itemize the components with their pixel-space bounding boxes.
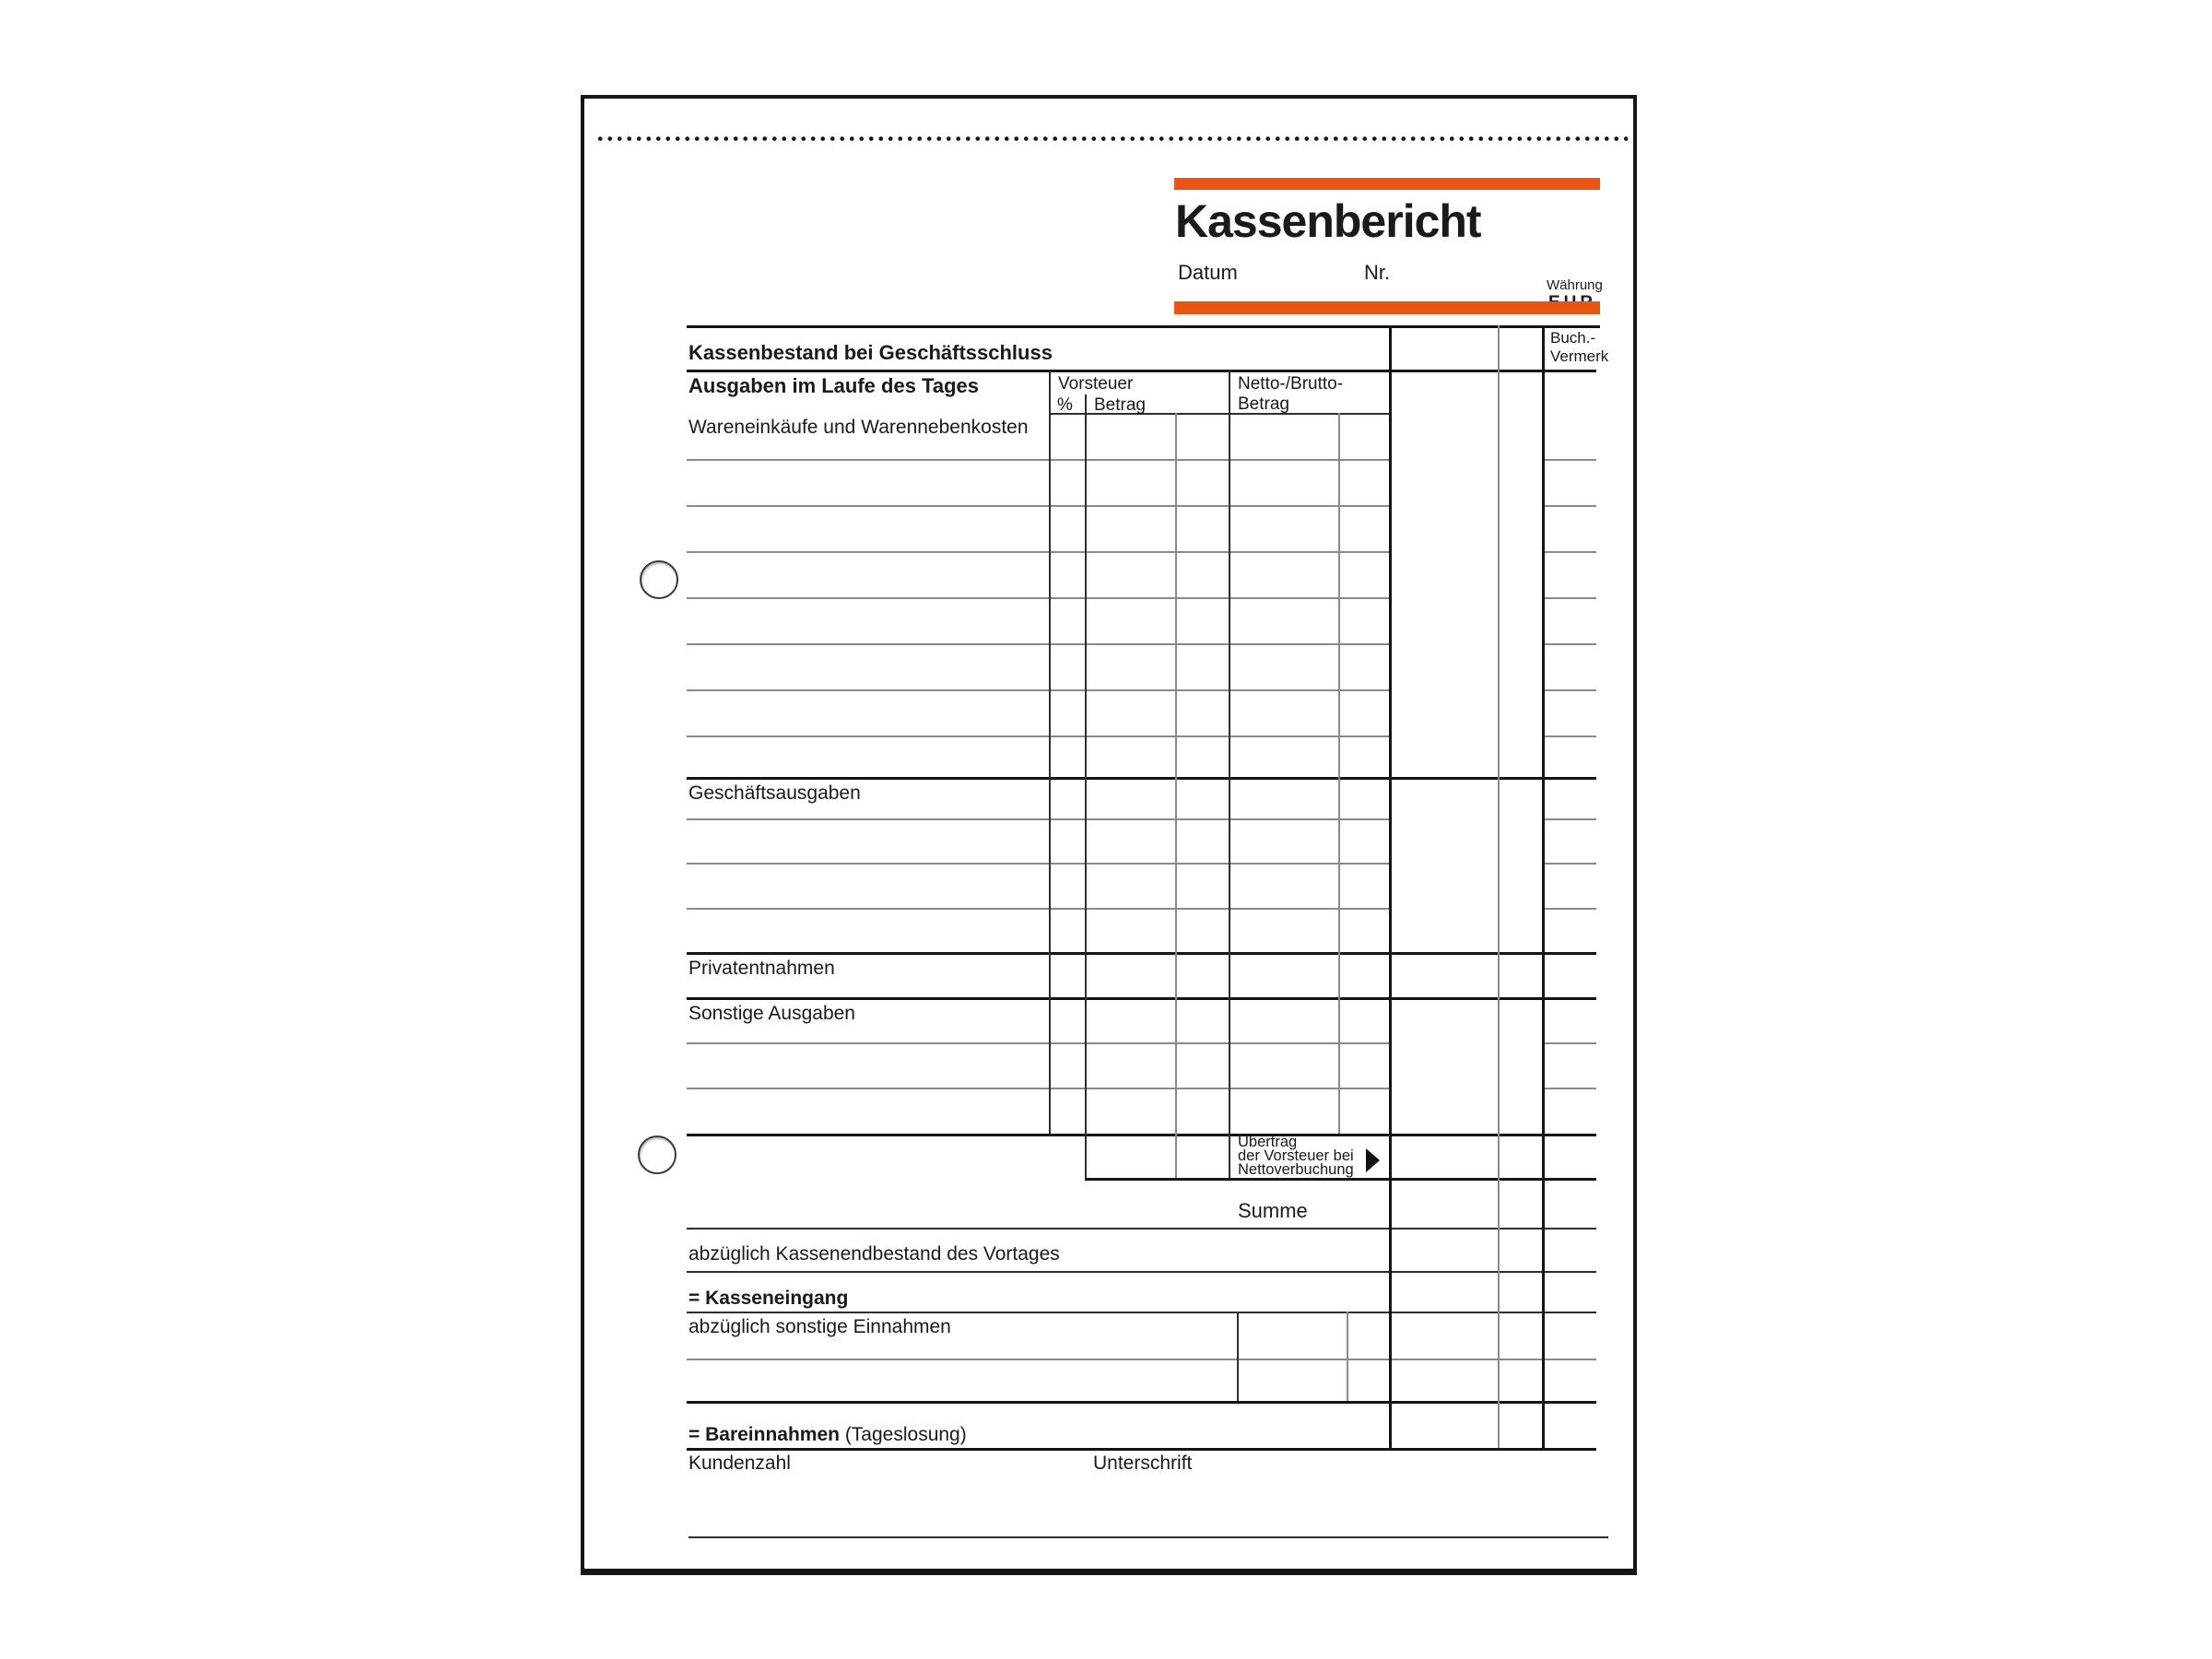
row-customer-count: Kundenzahl	[688, 1453, 791, 1474]
accent-bar-top	[1174, 178, 1600, 190]
grid-hline	[1085, 1178, 1596, 1181]
grid-vline	[1085, 394, 1087, 1178]
row-less-other-income: abzüglich sonstige Einnahmen	[688, 1316, 951, 1337]
grid-hline	[687, 952, 1596, 955]
grid-vline	[1542, 325, 1545, 1448]
grid-hline	[1544, 818, 1596, 820]
grid-hline	[687, 1448, 1596, 1451]
grid-hline	[1544, 735, 1596, 737]
grid-hline	[687, 908, 1389, 910]
grid-hline	[687, 1228, 1596, 1230]
grid-hline	[687, 325, 1600, 328]
grid-hline	[1544, 597, 1596, 599]
carryover-arrow-icon	[1366, 1148, 1380, 1172]
cash-revenue-suffix: (Tageslosung)	[839, 1424, 967, 1445]
grid-hline	[687, 689, 1389, 691]
grid-hline	[688, 1536, 1608, 1538]
row-cash-revenue	[688, 1424, 967, 1446]
perforation-dotted-line	[595, 135, 1628, 142]
col-input-tax-percent: %	[1057, 395, 1073, 415]
grid-vline	[1338, 413, 1340, 1134]
paper-sheet	[581, 95, 1637, 1575]
grid-vline	[1229, 370, 1230, 1178]
row-business-expenses: Geschäftsausgaben	[688, 782, 861, 804]
carryover-line2: der Vorsteuer bei	[1238, 1147, 1354, 1164]
row-cash-intake: = Kasseneingang	[688, 1288, 849, 1309]
grid-hline	[1544, 863, 1596, 865]
grid-hline	[687, 1312, 1596, 1313]
grid-hline	[687, 1042, 1389, 1044]
grid-vline	[1049, 370, 1051, 1134]
booking-note-header	[1550, 329, 1609, 365]
signature-label: Unterschrift	[1093, 1453, 1193, 1474]
punch-hole-top	[640, 560, 678, 599]
col-net-gross	[1238, 374, 1385, 415]
date-label: Datum	[1178, 261, 1238, 284]
grid-hline	[687, 551, 1389, 553]
grid-hline	[687, 1134, 1596, 1136]
cash-revenue-label: = Bareinnahmen	[688, 1424, 840, 1445]
accent-bar-bottom	[1174, 301, 1600, 314]
grid-hline	[687, 863, 1389, 865]
grid-hline	[687, 459, 1389, 461]
grid-hline	[687, 643, 1389, 645]
punch-hole-bottom	[638, 1135, 677, 1174]
grid-hline	[687, 1359, 1596, 1360]
section-expenses-heading: Ausgaben im Laufe des Tages	[688, 374, 980, 397]
form-title: Kassenbericht	[1175, 195, 1481, 247]
grid-hline	[1544, 1042, 1596, 1044]
row-less-previous-balance: abzüglich Kassenendbestand des Vortages	[688, 1243, 1060, 1265]
grid-hline	[687, 1401, 1596, 1404]
carryover-line1: Übertrag	[1238, 1134, 1298, 1150]
number-label: Nr.	[1364, 261, 1391, 284]
grid-hline	[687, 997, 1596, 1000]
grid-hline	[687, 1271, 1596, 1273]
col-net-gross-line1: Netto-/Brutto-	[1238, 374, 1344, 394]
carryover-note	[1238, 1135, 1376, 1177]
row-sum-label: Summe	[1238, 1199, 1308, 1222]
currency-label: Währung	[1547, 277, 1603, 293]
carryover-line3: Nettoverbuchung	[1238, 1161, 1354, 1178]
grid-hline	[687, 505, 1389, 507]
row-closing-balance: Kassenbestand bei Geschäftsschluss	[688, 341, 1053, 364]
grid-hline	[1544, 689, 1596, 691]
grid-vline	[1175, 413, 1177, 1178]
grid-hline	[687, 370, 1596, 372]
grid-hline	[1544, 1088, 1596, 1089]
grid-hline	[1544, 908, 1596, 910]
row-goods-purchases: Wareneinkäufe und Warennebenkosten	[688, 417, 1029, 438]
grid-vline	[1498, 325, 1500, 1448]
row-private-withdrawals: Privatentnahmen	[688, 958, 835, 979]
grid-vline	[1237, 1312, 1239, 1401]
row-other-expenses: Sonstige Ausgaben	[688, 1003, 855, 1024]
grid-hline	[687, 1088, 1389, 1089]
grid-hline	[1544, 551, 1596, 553]
grid-hline	[687, 777, 1596, 780]
grid-hline	[1544, 459, 1596, 461]
grid-vline	[1347, 1312, 1348, 1401]
col-input-tax-label: Vorsteuer	[1058, 374, 1134, 394]
col-input-tax-amount: Betrag	[1094, 395, 1146, 415]
booking-note-line1: Buch.-	[1550, 329, 1596, 347]
col-net-gross-line2: Betrag	[1238, 394, 1289, 414]
grid-hline	[1544, 643, 1596, 645]
grid-hline	[687, 735, 1389, 737]
grid-hline	[1544, 505, 1596, 507]
grid-hline	[687, 597, 1389, 599]
grid-vline	[1389, 325, 1392, 1448]
booking-note-line2: Vermerk	[1550, 347, 1609, 365]
grid-hline	[687, 818, 1389, 820]
